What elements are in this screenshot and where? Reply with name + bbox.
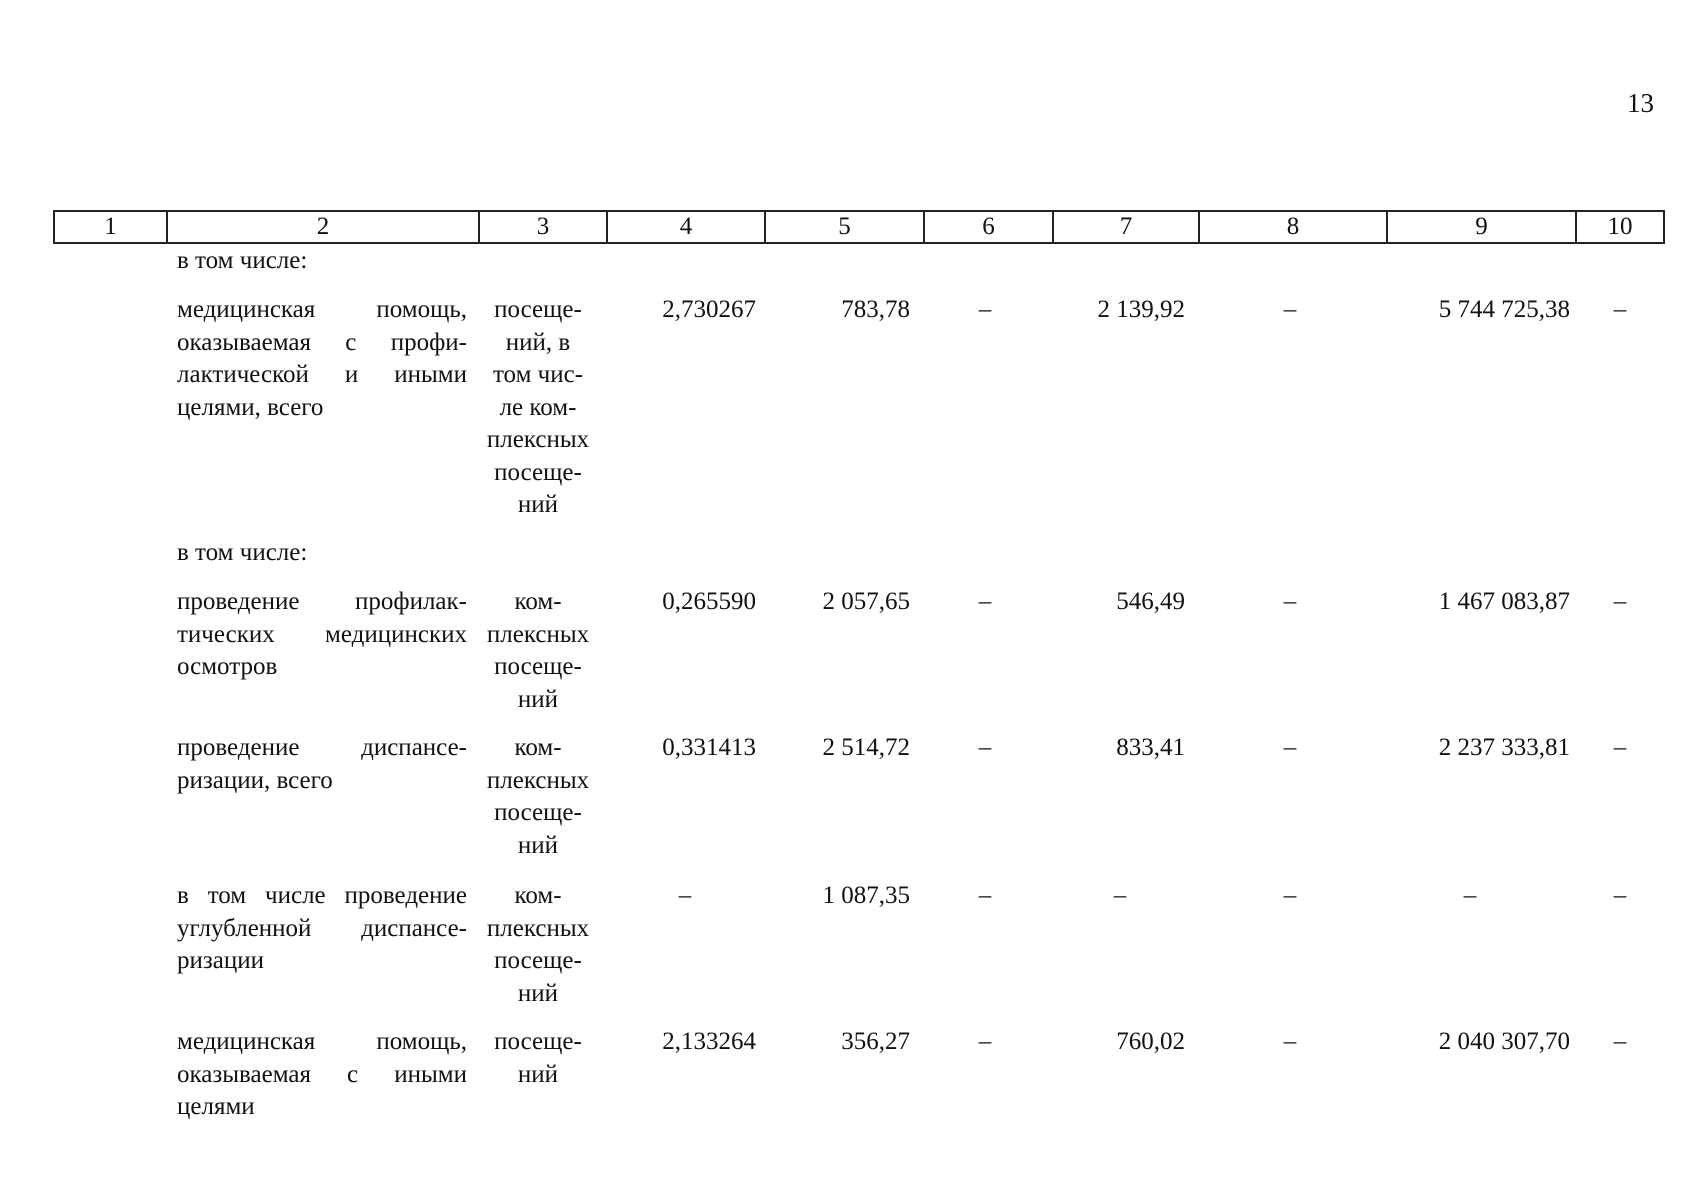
cell-col-4: 0,265590 xyxy=(662,588,756,615)
section-label: в том числе: xyxy=(177,247,308,274)
row-description xyxy=(177,586,467,684)
unit-line: плексных xyxy=(486,914,590,942)
row-unit xyxy=(478,1026,598,1091)
row-description xyxy=(177,1026,467,1124)
cell-col-8: – xyxy=(1283,882,1297,909)
cell-col-10: – xyxy=(1613,296,1627,323)
header-col-2: 2 xyxy=(166,210,480,244)
unit-line: ком- xyxy=(514,588,562,615)
cell-col-4: 2,133264 xyxy=(662,1028,756,1055)
description-line: медицинская помощь, xyxy=(177,296,467,323)
column-number-header xyxy=(53,210,1665,244)
cell-col-6: – xyxy=(978,1028,992,1055)
section-label: в том числе: xyxy=(177,539,308,566)
unit-line: ле ком- xyxy=(499,393,577,421)
description-line: оказываемая с профи- xyxy=(177,328,467,356)
unit-line: плексных xyxy=(486,766,590,794)
description-line: оказываемая с иными xyxy=(177,1060,467,1088)
cell-col-8: – xyxy=(1283,734,1297,761)
header-col-4: 4 xyxy=(606,210,766,244)
unit-line: посеще- xyxy=(494,458,582,486)
unit-line: том чис- xyxy=(492,361,584,388)
description-line: углубленной диспансе- xyxy=(177,914,467,942)
cell-col-5: 2 514,72 xyxy=(822,734,910,761)
cell-col-6: – xyxy=(978,296,992,323)
cell-col-7: 760,02 xyxy=(1116,1028,1185,1055)
cell-col-4: 0,331413 xyxy=(662,734,756,761)
cell-col-10: – xyxy=(1613,734,1627,761)
header-col-7: 7 xyxy=(1052,210,1200,244)
description-line: целями xyxy=(177,1093,255,1120)
header-col-6: 6 xyxy=(923,210,1054,244)
description-line: тических медицинских xyxy=(177,620,467,648)
page-number: 13 xyxy=(1627,88,1654,118)
description-line: проведение диспансе- xyxy=(177,734,467,761)
description-line: ризации xyxy=(177,947,264,974)
cell-col-8: – xyxy=(1283,1028,1297,1055)
row-description xyxy=(177,880,467,978)
unit-line: ком- xyxy=(514,882,562,909)
unit-line: плексных xyxy=(486,426,590,453)
cell-col-9: – xyxy=(1463,882,1477,909)
row-description xyxy=(177,294,467,424)
unit-line: плексных xyxy=(486,620,590,648)
cell-col-7: – xyxy=(1113,882,1127,909)
cell-col-9: 2 237 333,81 xyxy=(1438,734,1570,761)
unit-line: посеще- xyxy=(494,296,582,323)
unit-line: ний xyxy=(517,979,559,1007)
row-description xyxy=(177,732,467,797)
unit-line: посеще- xyxy=(494,653,582,680)
header-col-9: 9 xyxy=(1386,210,1577,244)
cell-col-5: 2 057,65 xyxy=(822,588,910,615)
header-col-5: 5 xyxy=(764,210,925,244)
unit-line: ний xyxy=(517,685,559,713)
unit-line: ний, в xyxy=(505,328,571,356)
cell-col-10: – xyxy=(1613,588,1627,615)
cell-col-7: 833,41 xyxy=(1116,734,1185,761)
cell-col-9: 5 744 725,38 xyxy=(1438,296,1570,323)
description-line: осмотров xyxy=(177,653,278,680)
cell-col-7: 2 139,92 xyxy=(1097,296,1185,323)
cell-col-8: – xyxy=(1283,296,1297,323)
description-line: целями, всего xyxy=(177,393,324,421)
unit-line: посеще- xyxy=(494,947,582,974)
cell-col-5: 783,78 xyxy=(841,296,910,323)
description-line: проведение профилак- xyxy=(177,588,467,615)
cell-col-4: – xyxy=(678,882,692,909)
header-col-3: 3 xyxy=(478,210,608,244)
unit-line: посеще- xyxy=(494,799,582,826)
unit-line: ком- xyxy=(514,734,562,761)
cell-col-7: 546,49 xyxy=(1116,588,1185,615)
cell-col-9: 1 467 083,87 xyxy=(1438,588,1570,615)
cell-col-6: – xyxy=(978,588,992,615)
cell-col-5: 356,27 xyxy=(841,1028,910,1055)
cell-col-10: – xyxy=(1613,1028,1627,1055)
cell-col-8: – xyxy=(1283,588,1297,615)
cell-col-10: – xyxy=(1613,882,1627,909)
unit-line: посеще- xyxy=(494,1028,582,1055)
header-col-10: 10 xyxy=(1575,210,1665,244)
header-col-8: 8 xyxy=(1198,210,1388,244)
row-unit xyxy=(478,732,598,862)
description-line: ризации, всего xyxy=(177,766,333,794)
unit-line: ний xyxy=(517,1060,559,1088)
cell-col-6: – xyxy=(978,734,992,761)
cell-col-9: 2 040 307,70 xyxy=(1438,1028,1570,1055)
row-unit xyxy=(478,294,598,522)
row-unit xyxy=(478,586,598,716)
description-line: в том числе проведение xyxy=(177,882,467,909)
row-unit xyxy=(478,880,598,1010)
unit-line: ний xyxy=(517,491,559,518)
cell-col-6: – xyxy=(978,882,992,909)
cell-col-4: 2,730267 xyxy=(662,296,756,323)
description-line: лактической и иными xyxy=(177,361,467,388)
description-line: медицинская помощь, xyxy=(177,1028,467,1055)
header-col-1: 1 xyxy=(53,210,168,244)
cell-col-5: 1 087,35 xyxy=(822,882,910,909)
unit-line: ний xyxy=(517,831,559,859)
